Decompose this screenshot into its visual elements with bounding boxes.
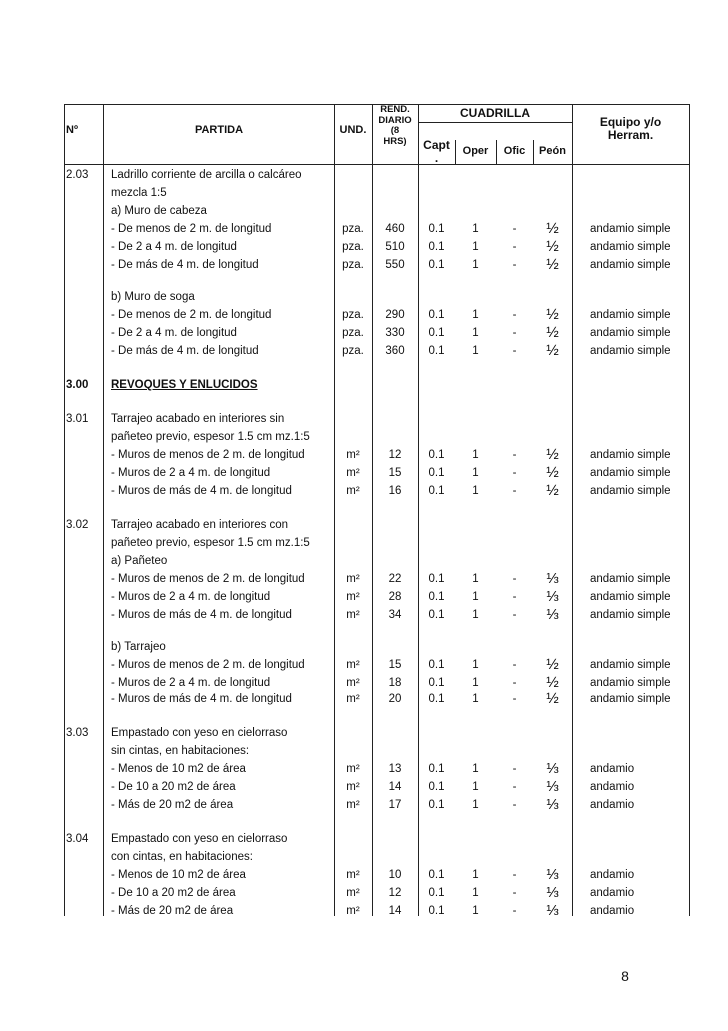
row-text: - De más de 4 m. de longitud [111, 345, 259, 357]
row-rend: 18 [388, 677, 402, 689]
row-peon: ½ [546, 446, 559, 463]
row-und: m² [346, 799, 360, 811]
row-peon: ⅓ [546, 570, 559, 587]
row-equipo: andamio [590, 799, 635, 811]
row-und: m² [346, 905, 360, 917]
row-equipo: andamio simple [590, 327, 671, 339]
row-rend: 330 [385, 327, 405, 339]
row-text: - Menos de 10 m2 de área [111, 763, 246, 775]
row-equipo: andamio [590, 763, 635, 775]
row-text: - De 2 a 4 m. de longitud [111, 241, 237, 253]
row-no: 3.00 [66, 379, 89, 391]
row-rend: 28 [388, 591, 402, 603]
header-ofic: Ofic [503, 145, 526, 157]
row-text: Ladrillo corriente de arcilla o calcáreo [111, 169, 302, 181]
row-text: - Menos de 10 m2 de área [111, 869, 246, 881]
row-text: REVOQUES Y ENLUCIDOS [111, 379, 258, 391]
row-rend: 34 [388, 609, 402, 621]
row-oper: 1 [472, 259, 479, 271]
header-capt-line: Capt [423, 138, 450, 152]
header-oper: Oper [462, 145, 489, 157]
row-rend: 20 [388, 693, 402, 705]
row-capt: 0.1 [428, 781, 445, 793]
page-number: 8 [621, 968, 629, 984]
row-rend: 290 [385, 309, 405, 321]
row-peon: ½ [546, 656, 559, 673]
row-oper: 1 [472, 677, 479, 689]
row-no: 3.02 [66, 519, 89, 531]
row-und: m² [346, 609, 360, 621]
row-oper: 1 [472, 309, 479, 321]
row-text: - Muros de menos de 2 m. de longitud [111, 573, 305, 585]
row-oper: 1 [472, 485, 479, 497]
row-ofic: - [512, 609, 517, 621]
row-und: m² [346, 781, 360, 793]
row-oper: 1 [472, 327, 479, 339]
row-capt: 0.1 [428, 799, 445, 811]
row-rend: 10 [388, 869, 402, 881]
row-ofic: - [512, 309, 517, 321]
row-equipo: andamio simple [590, 659, 671, 671]
row-capt: 0.1 [428, 449, 445, 461]
row-rend: 15 [388, 467, 402, 479]
header-partida: PARTIDA [194, 124, 244, 136]
row-text: a) Pañeteo [111, 555, 168, 567]
row-oper: 1 [472, 591, 479, 603]
row-ofic: - [512, 659, 517, 671]
row-ofic: - [512, 467, 517, 479]
row-oper: 1 [472, 609, 479, 621]
row-peon: ½ [546, 306, 559, 323]
header-peon: Peón [539, 145, 566, 157]
row-equipo: andamio simple [590, 241, 671, 253]
row-capt: 0.1 [428, 309, 445, 321]
row-oper: 1 [472, 781, 479, 793]
row-und: m² [346, 591, 360, 603]
row-no: 3.03 [66, 727, 89, 739]
row-peon: ⅓ [546, 760, 559, 777]
row-und: m² [346, 467, 360, 479]
row-rend: 17 [388, 799, 402, 811]
row-text: - De 10 a 20 m2 de área [111, 781, 236, 793]
row-peon: ⅓ [546, 884, 559, 901]
row-peon: ½ [546, 690, 559, 707]
row-text: - De más de 4 m. de longitud [111, 259, 259, 271]
row-peon: ⅓ [546, 778, 559, 795]
row-rend: 12 [388, 887, 402, 899]
row-no: 3.01 [66, 413, 89, 425]
row-equipo: andamio simple [590, 693, 671, 705]
row-text: - Muros de más de 4 m. de longitud [111, 693, 292, 705]
row-rend: 14 [388, 781, 402, 793]
row-capt: 0.1 [428, 591, 445, 603]
row-text: Tarrajeo acabado en interiores sin [111, 413, 285, 425]
row-ofic: - [512, 259, 517, 271]
cuadrilla-divider [418, 122, 572, 123]
row-und: m² [346, 677, 360, 689]
row-no: 2.03 [66, 169, 89, 181]
row-ofic: - [512, 573, 517, 585]
row-text: sin cintas, en habitaciones: [111, 745, 250, 757]
row-text: - Más de 20 m2 de área [111, 799, 234, 811]
row-oper: 1 [472, 887, 479, 899]
row-und: m² [346, 887, 360, 899]
row-equipo: andamio [590, 781, 635, 793]
row-oper: 1 [472, 763, 479, 775]
row-text: - De 10 a 20 m2 de área [111, 887, 236, 899]
row-und: m² [346, 763, 360, 775]
row-ofic: - [512, 223, 517, 235]
row-und: pza. [342, 309, 364, 321]
row-ofic: - [512, 905, 517, 917]
row-text: - De 2 a 4 m. de longitud [111, 327, 237, 339]
row-equipo: andamio simple [590, 259, 671, 271]
row-capt: 0.1 [428, 345, 445, 357]
row-equipo: andamio simple [590, 485, 671, 497]
row-und: pza. [342, 223, 364, 235]
row-capt: 0.1 [428, 259, 445, 271]
row-oper: 1 [472, 869, 479, 881]
row-text: - De menos de 2 m. de longitud [111, 223, 272, 235]
row-und: m² [346, 869, 360, 881]
row-oper: 1 [472, 467, 479, 479]
col-border [572, 104, 573, 916]
row-rend: 510 [385, 241, 405, 253]
row-oper: 1 [472, 449, 479, 461]
row-text: - Muros de más de 4 m. de longitud [111, 485, 292, 497]
header-rend [372, 105, 418, 147]
header-capt [418, 139, 455, 165]
row-equipo: andamio [590, 869, 635, 881]
header-equipo-line: Herram. [607, 128, 654, 142]
row-capt: 0.1 [428, 693, 445, 705]
row-ofic: - [512, 485, 517, 497]
row-ofic: - [512, 677, 517, 689]
row-text: a) Muro de cabeza [111, 205, 207, 217]
row-peon: ⅓ [546, 796, 559, 813]
header-capt-line: . [434, 151, 439, 165]
row-text: - Muros de 2 a 4 m. de longitud [111, 591, 271, 603]
row-equipo: andamio simple [590, 309, 671, 321]
row-und: m² [346, 485, 360, 497]
row-rend: 13 [388, 763, 402, 775]
row-equipo: andamio simple [590, 467, 671, 479]
col-border [103, 104, 104, 916]
row-text: - Muros de 2 a 4 m. de longitud [111, 677, 271, 689]
row-text: pañeteo previo, espesor 1.5 cm mz.1:5 [111, 431, 310, 443]
row-rend: 550 [385, 259, 405, 271]
row-und: pza. [342, 345, 364, 357]
row-peon: ½ [546, 324, 559, 341]
row-text: - Más de 20 m2 de área [111, 905, 234, 917]
row-oper: 1 [472, 799, 479, 811]
header-equipo [572, 116, 689, 142]
row-peon: ½ [546, 482, 559, 499]
row-equipo: andamio [590, 905, 635, 917]
row-equipo: andamio simple [590, 573, 671, 585]
header-rend-line: DIARIO [378, 114, 412, 126]
row-peon: ⅓ [546, 588, 559, 605]
row-capt: 0.1 [428, 223, 445, 235]
row-ofic: - [512, 887, 517, 899]
row-und: m² [346, 573, 360, 585]
row-ofic: - [512, 763, 517, 775]
row-rend: 12 [388, 449, 402, 461]
row-ofic: - [512, 693, 517, 705]
row-text: - De menos de 2 m. de longitud [111, 309, 272, 321]
row-text: - Muros de menos de 2 m. de longitud [111, 449, 305, 461]
row-capt: 0.1 [428, 677, 445, 689]
row-ofic: - [512, 449, 517, 461]
row-capt: 0.1 [428, 869, 445, 881]
row-text: mezcla 1:5 [111, 187, 167, 199]
row-equipo: andamio simple [590, 591, 671, 603]
row-ofic: - [512, 799, 517, 811]
row-capt: 0.1 [428, 659, 445, 671]
row-peon: ½ [546, 238, 559, 255]
row-ofic: - [512, 591, 517, 603]
row-text: b) Tarrajeo [111, 641, 166, 653]
header-equipo-line: Equipo y/o [599, 115, 662, 129]
row-und: m² [346, 449, 360, 461]
row-capt: 0.1 [428, 327, 445, 339]
row-oper: 1 [472, 345, 479, 357]
row-und: pza. [342, 241, 364, 253]
row-peon: ½ [546, 342, 559, 359]
row-rend: 22 [388, 573, 402, 585]
row-text: - Muros de 2 a 4 m. de longitud [111, 467, 271, 479]
row-rend: 14 [388, 905, 402, 917]
row-capt: 0.1 [428, 467, 445, 479]
row-oper: 1 [472, 573, 479, 585]
header-cuadrilla: CUADRILLA [460, 106, 530, 120]
row-capt: 0.1 [428, 763, 445, 775]
row-rend: 460 [385, 223, 405, 235]
row-rend: 16 [388, 485, 402, 497]
row-und: m² [346, 693, 360, 705]
row-peon: ⅓ [546, 866, 559, 883]
row-peon: ½ [546, 220, 559, 237]
row-oper: 1 [472, 693, 479, 705]
row-equipo: andamio simple [590, 449, 671, 461]
row-und: m² [346, 659, 360, 671]
row-text: - Muros de menos de 2 m. de longitud [111, 659, 305, 671]
row-ofic: - [512, 781, 517, 793]
row-und: pza. [342, 259, 364, 271]
row-equipo: andamio simple [590, 223, 671, 235]
row-text: Empastado con yeso en cielorraso [111, 727, 288, 739]
row-und: pza. [342, 327, 364, 339]
col-border [689, 104, 690, 916]
header-rend-line: REND. [380, 104, 410, 115]
row-ofic: - [512, 241, 517, 253]
row-ofic: - [512, 869, 517, 881]
col-border [64, 104, 65, 916]
row-ofic: - [512, 345, 517, 357]
header-und: UND. [339, 124, 367, 136]
row-peon: ½ [546, 256, 559, 273]
row-ofic: - [512, 327, 517, 339]
header-no: Nº [66, 124, 78, 136]
row-oper: 1 [472, 905, 479, 917]
row-text: b) Muro de soga [111, 291, 195, 303]
row-peon: ½ [546, 674, 559, 691]
row-capt: 0.1 [428, 241, 445, 253]
row-equipo: andamio simple [590, 609, 671, 621]
row-peon: ⅓ [546, 606, 559, 623]
row-peon: ⅓ [546, 902, 559, 919]
row-oper: 1 [472, 241, 479, 253]
row-no: 3.04 [66, 833, 89, 845]
header-rend-line: (8 [390, 125, 400, 136]
row-capt: 0.1 [428, 905, 445, 917]
row-text: Empastado con yeso en cielorraso [111, 833, 288, 845]
row-capt: 0.1 [428, 485, 445, 497]
row-equipo: andamio [590, 887, 635, 899]
row-peon: ½ [546, 464, 559, 481]
row-capt: 0.1 [428, 573, 445, 585]
row-equipo: andamio simple [590, 345, 671, 357]
row-text: - Muros de más de 4 m. de longitud [111, 609, 292, 621]
row-capt: 0.1 [428, 887, 445, 899]
row-equipo: andamio simple [590, 677, 671, 689]
row-capt: 0.1 [428, 609, 445, 621]
row-oper: 1 [472, 659, 479, 671]
row-text: pañeteo previo, espesor 1.5 cm mz.1:5 [111, 537, 310, 549]
row-text: Tarrajeo acabado en interiores con [111, 519, 289, 531]
header-rend-line: HRS) [383, 135, 407, 147]
row-rend: 15 [388, 659, 402, 671]
row-oper: 1 [472, 223, 479, 235]
header-bottom-border [64, 164, 689, 165]
row-rend: 360 [385, 345, 405, 357]
row-text: con cintas, en habitaciones: [111, 851, 253, 863]
